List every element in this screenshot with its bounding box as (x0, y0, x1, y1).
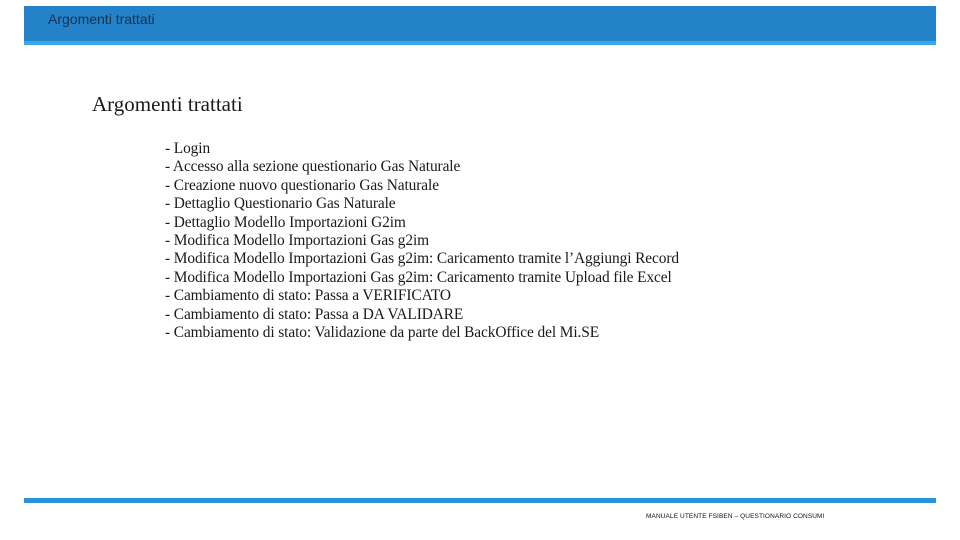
topic-item: - Cambiamento di stato: Validazione da parte del BackOffice del Mi.SE (165, 324, 600, 342)
topic-item: - Cambiamento di stato: Passa a DA VALIDARE (165, 305, 464, 323)
topic-item: - Dettaglio Questionario Gas Naturale (165, 195, 396, 213)
footer-bar (24, 498, 936, 503)
topic-item: - Modifica Modello Importazioni Gas g2im (165, 232, 429, 250)
topic-item: - Creazione nuovo questionario Gas Naturale (165, 176, 439, 194)
slide-title: Argomenti trattati (92, 92, 243, 116)
header-title: Argomenti trattati (48, 11, 155, 27)
topic-item: - Modifica Modello Importazioni Gas g2im: Caricamento tramite l’Aggiungi Record (165, 250, 679, 268)
topic-item: - Cambiamento di stato: Passa a VERIFICATO (165, 287, 451, 305)
header-bar (24, 6, 936, 41)
topic-list (165, 140, 679, 342)
topic-item: - Modifica Modello Importazioni Gas g2im: Caricamento tramite Upload file Excel (165, 268, 672, 286)
topic-item: - Login (165, 140, 211, 157)
footer-text: MANUALE UTENTE FSIBEN – QUESTIONARIO CONSUMI (646, 513, 825, 520)
header-accent-line (24, 41, 936, 45)
topic-item: - Accesso alla sezione questionario Gas Naturale (165, 158, 461, 176)
topic-item: - Dettaglio Modello Importazioni G2im (165, 213, 406, 231)
